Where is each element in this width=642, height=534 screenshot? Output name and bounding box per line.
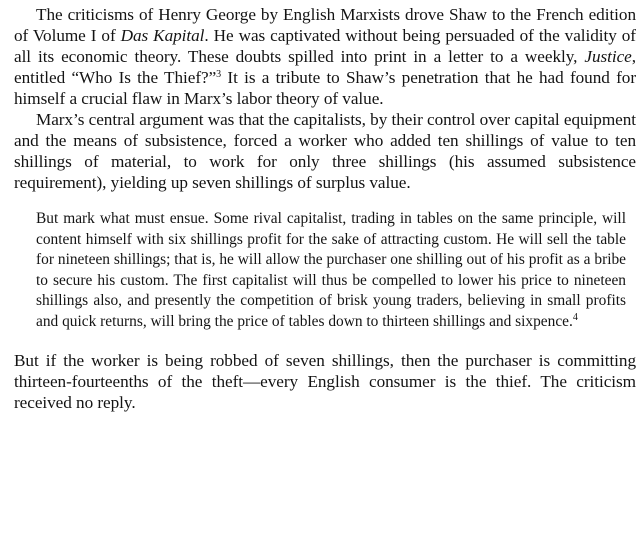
p1-text-1: The criticisms of Henry George by English Marxists drove Shaw to the French edition of Volume I of bbox=[14, 5, 636, 45]
p1-text-3: , entitled “Who Is the Thief?” bbox=[14, 47, 636, 87]
footnote-ref-3: 3 bbox=[216, 69, 222, 80]
paragraph-conclusion: But if the worker is being robbed of seven shillings, then the purchaser is committing thirteen-fourteenths of the theft—every English consumer is the thief. The criticism received no reply. bbox=[14, 351, 636, 412]
block-quote bbox=[36, 209, 626, 332]
paragraph-shaw-criticism bbox=[14, 4, 636, 109]
book-title-das-kapital: Das Kapital bbox=[120, 26, 205, 45]
journal-title-justice: Justice bbox=[584, 47, 632, 66]
quote-text: But mark what must ensue. Some rival capitalist, trading in tables on the same principle, will content himself with six shillings profit for the sake of attracting custom. He will sell the table for nineteen shillings; that is, he will allow the purchaser one shilling out of his profit as a bribe to secure his custom. The first capitalist will thus be compelled to lower his price to nineteen shillings also, and presently the competition of brisk young traders, believing in small profits and quick returns, will bring the price of tables down to thirteen shillings and sixpence. bbox=[36, 210, 626, 330]
p1-text-4: It is a tribute to Shaw’s penetration that he had found for himself a crucial flaw in Marx’s labor theory of value. bbox=[14, 68, 637, 108]
paragraph-marx-argument: Marx’s central argument was that the capitalists, by their control over capital equipment and the means of subsistence, forced a worker who added ten shillings of value to ten shillings of material, to work for only three shillings (his assumed subsistence requirement), yielding up seven shillings of surplus value. bbox=[14, 110, 636, 192]
p1-text-2: . He was captivated without being persuaded of the validity of all its economic theory. These doubts spilled into print in a letter to a weekly, bbox=[14, 26, 636, 66]
footnote-ref-4: 4 bbox=[572, 311, 578, 323]
document-page bbox=[14, 0, 636, 413]
